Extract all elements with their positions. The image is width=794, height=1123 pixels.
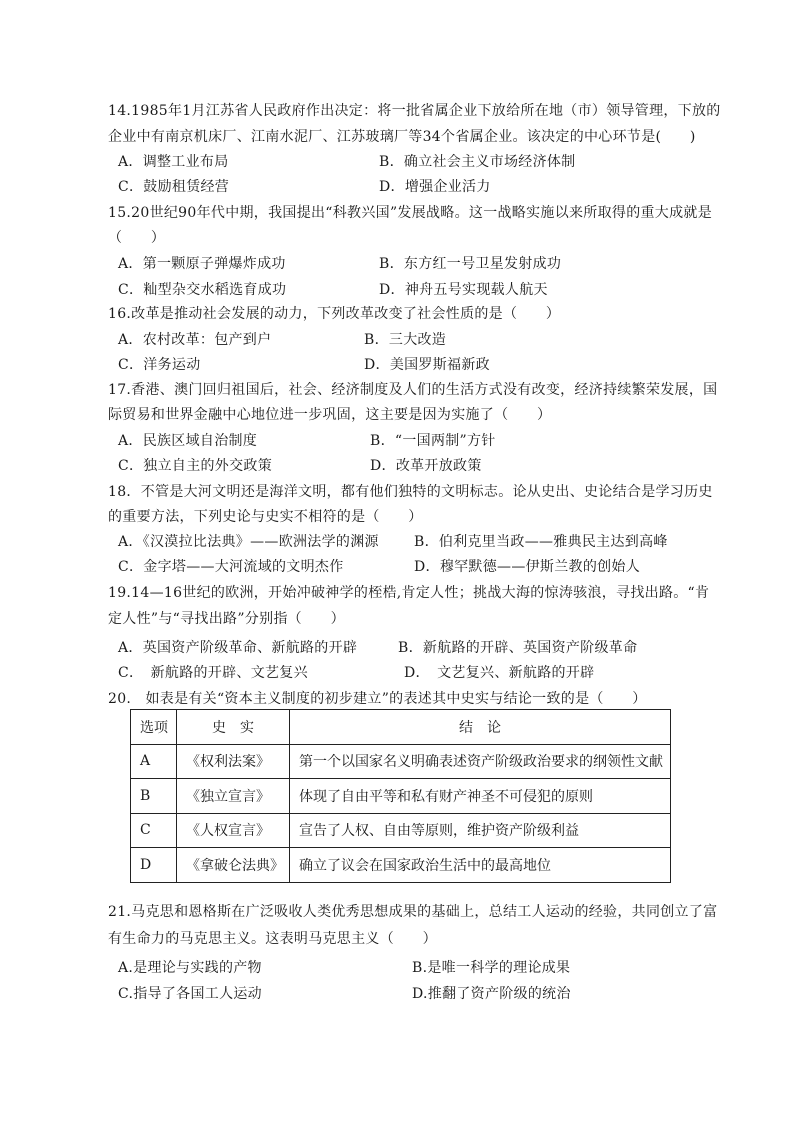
q15-stem-line1: 15.20世纪90年代中期，我国提出“科教兴国”发展战略。这一战略实施以来所取得的重大成就是: [108, 205, 713, 221]
table-header-fact: 史 实: [177, 710, 290, 745]
q16-option-d: D．美国罗斯福新政: [364, 357, 490, 373]
q18-stem-line1: 18．不管是大河文明还是海洋文明，都有他们独特的文明标志。论从史出、史论结合是学习历史: [108, 484, 713, 500]
q14-option-a: A．调整工业布局: [118, 154, 229, 170]
q17-stem-line1: 17.香港、澳门回归祖国后，社会、经济制度及人们的生活方式没有改变，经济持续繁荣发展，国: [108, 382, 718, 398]
q17-option-a: A．民族区域自治制度: [118, 433, 258, 449]
q14-option-c: C．鼓励租赁经营: [118, 179, 230, 195]
table-row: [131, 744, 671, 779]
table-cell-conclusion: 宣告了人权、自由等原则，维护资产阶级利益: [290, 813, 671, 848]
q17-option-b: B．“一国两制”方针: [370, 433, 496, 449]
table-cell-fact: 《独立宣言》: [177, 779, 290, 814]
q19-stem-line2: 定人性”与“寻找出路”分别指（ ）: [108, 611, 345, 627]
table-row: [131, 813, 671, 848]
table-header-row: [131, 710, 671, 745]
q21-stem-line2: 有生命力的马克思主义。这表明马克思主义（ ）: [108, 931, 437, 947]
q15-option-b: B．东方红一号卫星发射成功: [379, 256, 562, 272]
q18-option-c: C．金字塔——大河流域的文明杰作: [118, 559, 344, 575]
q20-stem-line1: 20. 如表是有关“资本主义制度的初步建立”的表述其中史实与结论一致的是（ ）: [108, 691, 647, 707]
q16-option-b: B．三大改造: [364, 332, 447, 348]
table-header-option: 选项: [131, 710, 177, 745]
q16-option-c: C．洋务运动: [118, 357, 201, 373]
table-header-conclusion: 结 论: [290, 710, 671, 745]
q14-stem-line1: 14.1985年1月江苏省人民政府作出决定：将一批省属企业下放给所在地（市）领导管理，下放的: [108, 103, 721, 119]
q19-option-a: A．英国资产阶级革命、新航路的开辟: [118, 640, 358, 656]
q18-option-a: A．《汉漠拉比法典》——欧洲法学的渊源: [118, 534, 379, 550]
table-cell-option: B: [131, 779, 177, 814]
table-cell-conclusion: 体现了自由平等和私有财产神圣不可侵犯的原则: [290, 779, 671, 814]
q14-option-d: D．增强企业活力: [379, 179, 491, 195]
table-cell-fact: 《权利法案》: [177, 744, 290, 779]
q18-option-b: B．伯利克里当政——雅典民主达到高峰: [414, 534, 668, 550]
q17-option-c: C．独立自主的外交政策: [118, 458, 273, 474]
q19-stem-line1: 19.14—16世纪的欧洲，开始冲破神学的桎梏,肯定人性；挑战大海的惊涛骇浪，寻找出路。“肯: [108, 585, 710, 601]
q19-option-b: B．新航路的开辟、英国资产阶级革命: [398, 640, 638, 656]
q21-option-c: C.指导了各国工人运动: [118, 986, 262, 1002]
table-row: [131, 848, 671, 883]
table-cell-conclusion: 确立了议会在国家政治生活中的最高地位: [290, 848, 671, 883]
q19-option-c: C． 新航路的开辟、文艺复兴: [118, 665, 308, 681]
q21-stem-line1: 21.马克思和恩格斯在广泛吸收人类优秀思想成果的基础上，总结工人运动的经验，共同创立了富: [108, 904, 718, 920]
q14-stem-line2: 企业中有南京机床厂、江南水泥厂、江苏玻璃厂等34个省属企业。该决定的中心环节是( ): [108, 129, 696, 145]
q21-option-d: D.推翻了资产阶级的统治: [412, 986, 571, 1002]
table-row: [131, 779, 671, 814]
table-cell-fact: 《人权宣言》: [177, 813, 290, 848]
q15-option-c: C．籼型杂交水稻选育成功: [118, 282, 287, 298]
q14-option-b: B．确立社会主义市场经济体制: [379, 154, 576, 170]
table-cell-option: A: [131, 744, 177, 779]
table-cell-option: D: [131, 848, 177, 883]
table-cell-conclusion: 第一个以国家名义明确表述资产阶级政治要求的纲领性文献: [290, 744, 671, 779]
q16-stem-line1: 16.改革是推动社会发展的动力，下列改革改变了社会性质的是（ ）: [108, 306, 561, 322]
q17-option-d: D．改革开放政策: [370, 458, 482, 474]
q18-stem-line2: 的重要方法，下列史论与史实不相符的是（ ）: [108, 509, 423, 525]
q15-stem-line2: （ ）: [108, 230, 166, 246]
q19-option-d: D． 文艺复兴、新航路的开辟: [404, 665, 595, 681]
q16-option-a: A．农村改革：包产到户: [118, 332, 272, 348]
q21-option-b: B.是唯一科学的理论成果: [412, 960, 571, 976]
table-cell-fact: 《拿破仑法典》: [177, 848, 290, 883]
q21-option-a: A.是理论与实践的产物: [118, 960, 262, 976]
q18-option-d: D．穆罕默德——伊斯兰教的创始人: [414, 559, 641, 575]
q15-option-d: D．神舟五号实现载人航天: [379, 282, 548, 298]
q17-stem-line2: 际贸易和世界金融中心地位进一步巩固，这主要是因为实施了（ ）: [108, 407, 552, 423]
table-cell-option: C: [131, 813, 177, 848]
q15-option-a: A．第一颗原子弹爆炸成功: [118, 256, 286, 272]
q20-table: [130, 709, 671, 883]
